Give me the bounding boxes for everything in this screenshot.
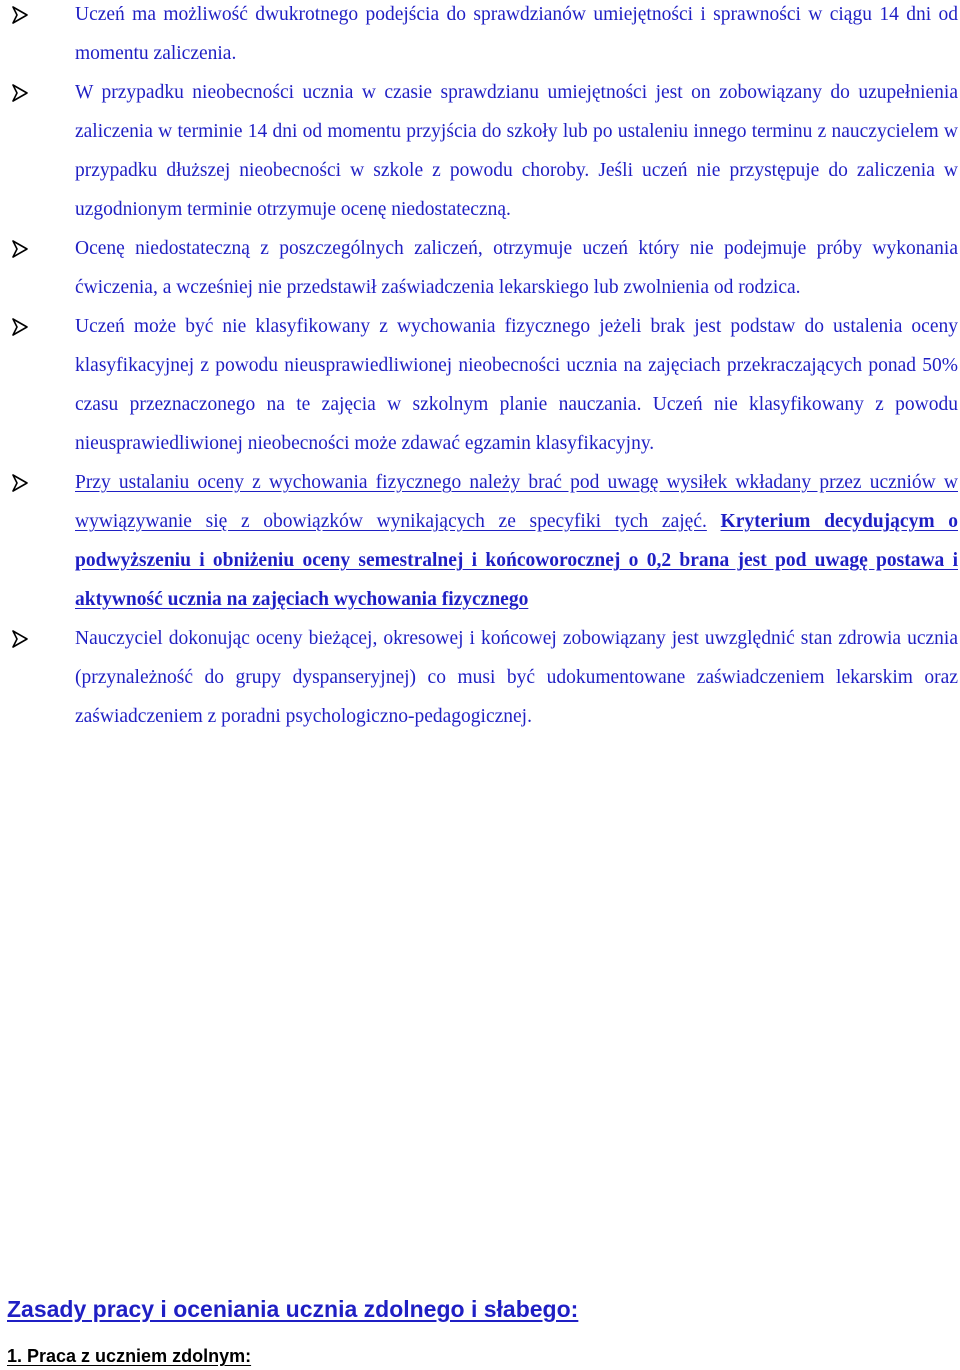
arrowhead-bullet-icon: [12, 73, 32, 112]
bullet-item-health-status: [0, 619, 960, 736]
bullet-item-text: W przypadku nieobecności ucznia w czasie sprawdzianu umiejętności jest on zobowiązany do uzupełnienia zaliczenia w terminie 14 dni od momentu przyjścia do szkoły lub po ustaleniu innego terminu z nauczycielem w przypadku dłuższej nieobecności w szkole z powodu choroby. Jeśli uczeń nie przystępuje do zaliczenia w uzgodnionym terminie otrzymuje ocenę niedostateczną.: [75, 82, 958, 220]
bullet-item-text: Ocenę niedostateczną z poszczególnych zaliczeń, otrzymuje uczeń który nie podejmuje próby wykonania ćwiczenia, a wcześniej nie przedstawił zaświadczenia lekarskiego lub zwolnienia od rodzica.: [75, 238, 958, 298]
bullet-item-failing-grade: [0, 229, 960, 307]
bullet-item-retake-tests: [0, 0, 960, 73]
bullet-item-effort-criterion: [0, 463, 960, 619]
arrowhead-bullet-icon: [12, 229, 32, 268]
section-heading: Zasady pracy i oceniania ucznia zdolnego i słabego:: [7, 1296, 579, 1322]
arrowhead-bullet-icon: [12, 619, 32, 658]
bullet-item-not-classified: [0, 307, 960, 463]
arrowhead-bullet-icon: [12, 0, 32, 34]
bullet-item-absence-makeup: [0, 73, 960, 229]
arrowhead-bullet-icon: [12, 463, 32, 502]
bullet-item-text: Uczeń ma możliwość dwukrotnego podejścia do sprawdzianów umiejętności i sprawności w ciągu 14 dni od momentu zaliczenia.: [75, 4, 958, 64]
bullet-item-text: Przy ustalaniu oceny z wychowania fizycznego należy brać pod uwagę wysiłek wkładany przez uczniów w wywiązywanie się z obowiązków wynikających ze specyfiki tych zajęć.: [75, 472, 958, 532]
bullet-item-text: Uczeń może być nie klasyfikowany z wychowania fizycznego jeżeli brak jest podstaw do ustalenia oceny klasyfikacyjnej z powodu nieusprawiedliwionej nieobecności ucznia na zajęciach przekraczających ponad 50% czasu przeznaczonego na te zajęcia w szkolnym planie nauczania. Uczeń nie klasyfikowany z powodu nieusprawiedliwionej nieobecności może zdawać egzamin klasyfikacyjny.: [75, 316, 958, 454]
criterion-bold-text: Kryterium decydującym o podwyższeniu i obniżeniu oceny semestralnej i końcoworocznej o 0,2 brana jest pod uwagę postawa i aktywność ucznia na zajęciach wychowania fizycznego: [75, 511, 958, 610]
arrowhead-bullet-icon: [12, 307, 32, 346]
section-subheading: 1. Praca z uczniem zdolnym:: [7, 1346, 252, 1366]
bullet-item-text: Nauczyciel dokonując oceny bieżącej, okresowej i końcowej zobowiązany jest uwzględnić stan zdrowia ucznia (przynależność do grupy dyspanseryjnej) co musi być udokumentowane zaświadczeniem lekarskim oraz zaświadczeniem z poradni psychologiczno-pedagogicznej.: [75, 628, 958, 727]
